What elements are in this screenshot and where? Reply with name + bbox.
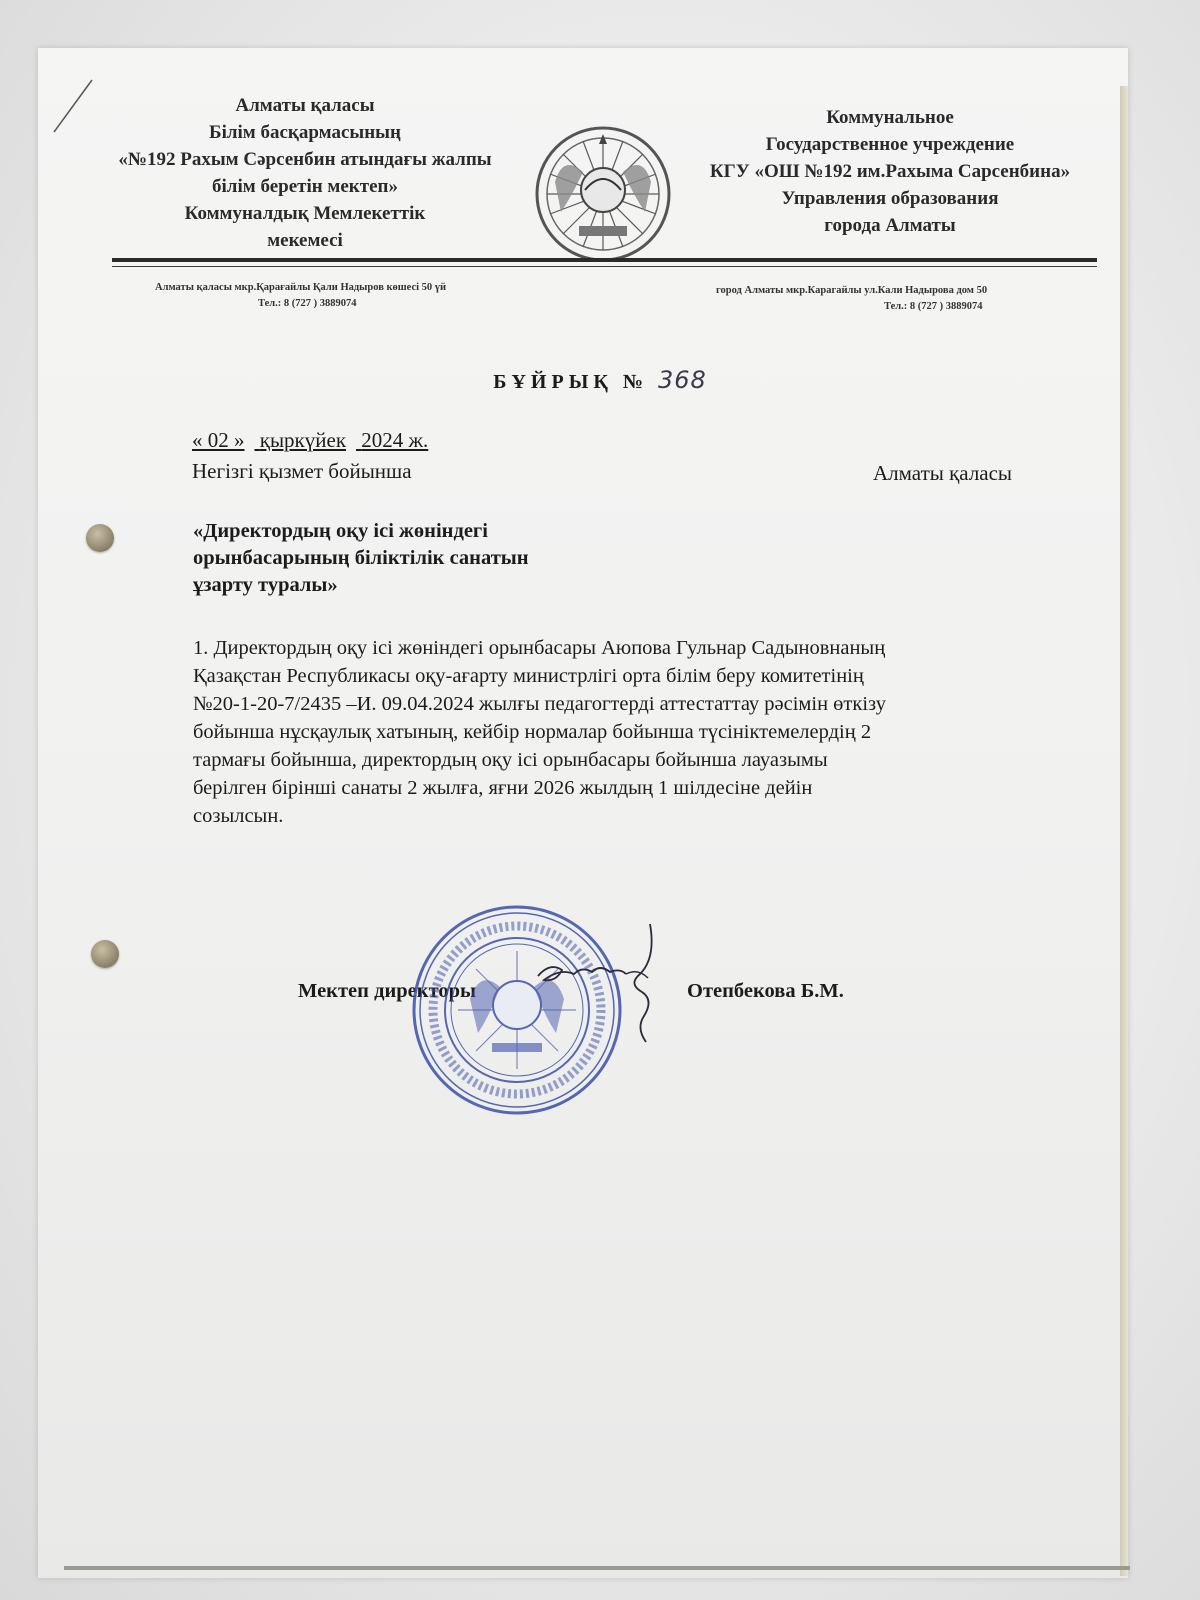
header-left-line: Коммуналдық Мемлекеттік	[184, 203, 426, 224]
header-right-russian	[675, 104, 1105, 239]
body-line: созылсын.	[193, 805, 284, 827]
header-left-line: білім беретін мектеп»	[212, 176, 398, 197]
page-edge-right	[1120, 86, 1128, 1576]
header-right-line: Управления образования	[781, 188, 999, 209]
subject-line: ұзарту туралы»	[193, 574, 338, 596]
subject-line: «Директордың оқу ісі жөніндегі	[193, 520, 488, 542]
state-emblem-icon	[533, 124, 673, 264]
address-left: Алматы қаласы мкр.Қарағайлы Қали Надыров көшесі 50 үй	[155, 282, 447, 293]
signatory-name: Отепбекова Б.М.	[687, 980, 844, 1002]
date-day: « 02 »	[192, 428, 245, 452]
header-left-line: мекемесі	[267, 230, 343, 251]
order-title	[400, 366, 800, 394]
date-month: қыркүйек	[259, 428, 347, 452]
header-left-line: «№192 Рахым Сәрсенбин атындағы жалпы	[118, 149, 492, 170]
header-divider-thin	[112, 266, 1097, 267]
body-line: берілген бірінші санаты 2 жылға, яғни 2026 жылдың 1 шілдесіне дейін	[193, 777, 813, 799]
order-title-label: БҰЙРЫҚ №	[493, 371, 648, 393]
phone-right: Тел.: 8 (727 ) 3889074	[884, 301, 983, 312]
date-year: 2024 ж.	[361, 428, 429, 452]
subject-line: орынбасарының біліктілік санатын	[193, 547, 529, 569]
header-left-line: Алматы қаласы	[235, 95, 375, 116]
header-right-line: КГУ «ОШ №192 им.Рахыма Сарсенбина»	[709, 161, 1071, 182]
order-number: 368	[657, 366, 707, 394]
signatory-title: Мектеп директоры	[298, 980, 477, 1002]
order-subject	[193, 518, 693, 599]
header-left-line: Білім басқармасының	[209, 122, 401, 143]
header-right-line: Государственное учреждение	[765, 134, 1015, 155]
order-city: Алматы қаласы	[873, 461, 1013, 485]
address-right: город Алматы мкр.Карагайлы ул.Кали Надырова дом 50	[716, 285, 988, 296]
order-basis: Негізгі қызмет бойынша	[192, 459, 412, 483]
header-divider-thick	[112, 258, 1097, 262]
header-right-line: города Алматы	[824, 215, 956, 236]
address-block-right	[716, 283, 987, 315]
order-body	[193, 634, 1073, 830]
header-left-kazakh	[80, 92, 530, 254]
phone-left: Тел.: 8 (727 ) 3889074	[258, 298, 357, 309]
page-edge-bottom	[64, 1566, 1130, 1570]
body-line: 1. Директордың оқу ісі жөніндегі орынбасары Аюпова Гульнар Садыновнаның	[193, 637, 886, 659]
body-line: бойынша нұсқаулық хатының, кейбір нормалар бойынша түсініктемелердің 2	[193, 721, 872, 743]
header-right-line: Коммунальное	[826, 107, 954, 128]
address-block-left	[155, 280, 446, 312]
order-date	[192, 428, 438, 453]
handwritten-signature	[530, 918, 690, 1058]
punch-hole	[91, 940, 119, 968]
body-line: №20-1-20-7/2435 –И. 09.04.2024 жылғы педагогтерді аттестаттау рәсімін өткізу	[193, 693, 886, 715]
body-line: тармағы бойынша, директордың оқу ісі орынбасары бойынша лауазымы	[193, 749, 828, 771]
punch-hole	[86, 524, 114, 552]
body-line: Қазақстан Республикасы оқу-ағарту министрлігі орта білім беру комитетінің	[193, 665, 864, 687]
